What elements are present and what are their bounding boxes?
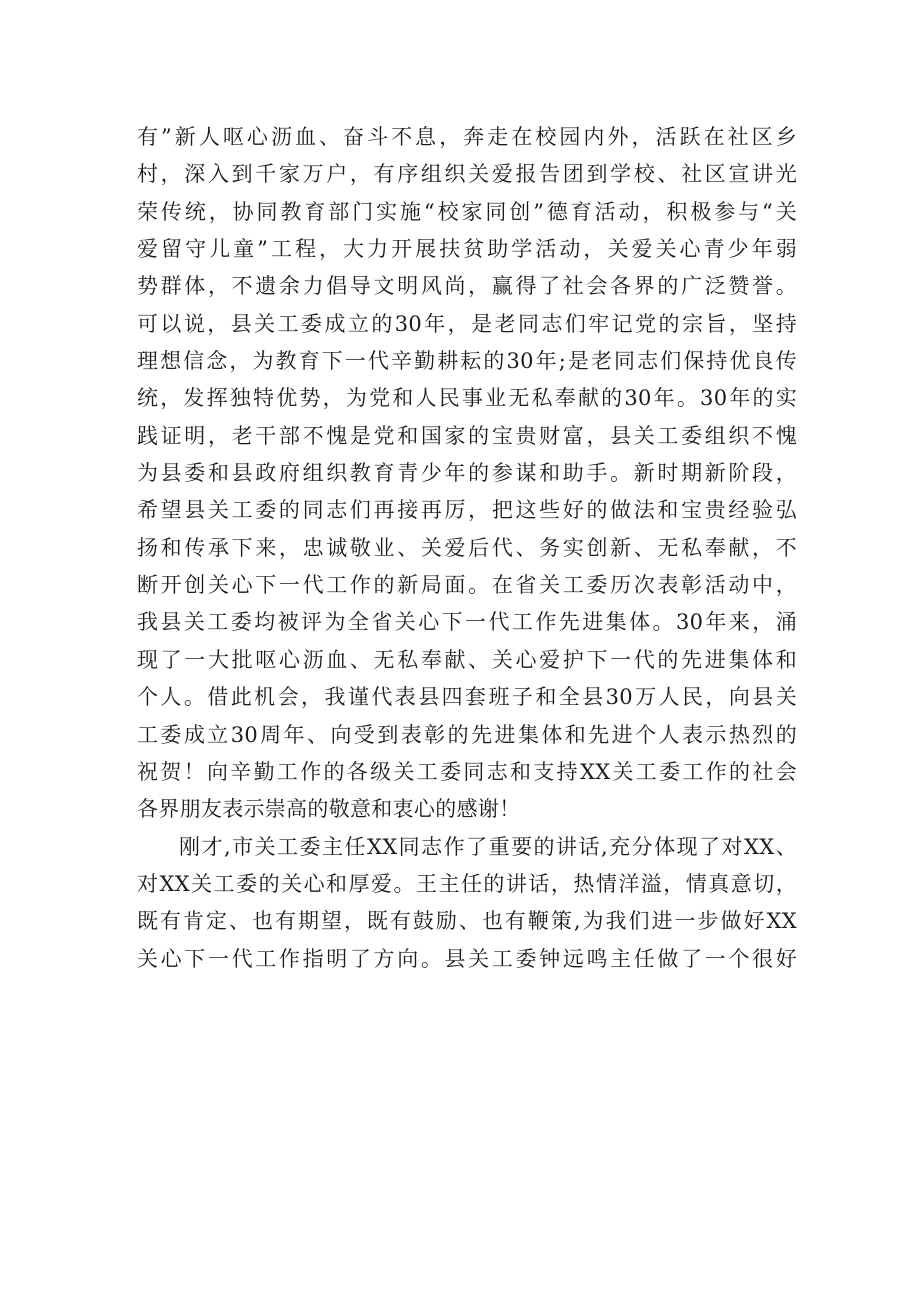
text-line: 断开创关心下一代工作的新局面。在省关工委历次表彰活动中，	[137, 573, 797, 598]
text-line: 统，发挥独特优势，为党和人民事业无私奉献的30年。30年的实	[137, 386, 797, 411]
text-line: 关心下一代工作指明了方向。县关工委钟远鸣主任做了一个很好	[137, 946, 797, 971]
text-line: 祝贺！向辛勤工作的各级关工委同志和支持XX关工委工作的社会	[137, 759, 797, 784]
paragraph-2	[137, 829, 797, 978]
text-line: 践证明，老干部不愧是党和国家的宝贵财富，县关工委组织不愧	[137, 423, 797, 448]
text-line: 现了一大批呕心沥血、无私奉献、关心爱护下一代的先进集体和	[137, 647, 797, 672]
text-line: 既有肯定、也有期望，既有鼓励、也有鞭策,为我们进一步做好XX	[137, 909, 797, 934]
text-line: 希望县关工委的同志们再接再厉，把这些好的做法和宝贵经验弘	[137, 498, 797, 523]
paragraph-1	[137, 119, 797, 829]
text-line: 荣传统，协同教育部门实施“校家同创”德育活动，积极参与“关	[137, 199, 797, 224]
text-line: 势群体，不遗余力倡导文明风尚，赢得了社会各界的广泛赞誉。	[137, 274, 797, 299]
text-line: 扬和传承下来，忠诚敬业、关爱后代、务实创新、无私奉献，不	[137, 535, 797, 560]
text-line: 可以说，县关工委成立的30年，是老同志们牢记党的宗旨，坚持	[137, 311, 797, 336]
text-line: 为县委和县政府组织教育青少年的参谋和助手。新时期新阶段，	[137, 461, 797, 486]
text-line: 工委成立30周年、向受到表彰的先进集体和先进个人表示热烈的	[137, 722, 797, 747]
text-line: 各界朋友表示崇高的敬意和衷心的感谢！	[137, 797, 521, 822]
text-line: 对XX关工委的关心和厚爱。王主任的讲话，热情洋溢，情真意切，	[137, 871, 797, 896]
text-line: 爱留守儿童”工程，大力开展扶贫助学活动，关爱关心青少年弱	[137, 237, 797, 262]
text-line: 刚才,市关工委主任XX同志作了重要的讲话,充分体现了对XX、	[179, 834, 797, 859]
text-line: 有”新人呕心沥血、奋斗不息，奔走在校园内外，活跃在社区乡	[137, 125, 797, 149]
body-text	[137, 119, 797, 978]
text-line: 理想信念，为教育下一代辛勤耕耘的30年;是老同志们保持优良传	[137, 349, 797, 374]
text-line: 个人。借此机会，我谨代表县四套班子和全县30万人民，向县关	[137, 685, 797, 710]
text-line: 村，深入到千家万户，有序组织关爱报告团到学校、社区宣讲光	[137, 162, 797, 187]
text-line: 我县关工委均被评为全省关心下一代工作先进集体。30年来，涌	[137, 610, 797, 635]
